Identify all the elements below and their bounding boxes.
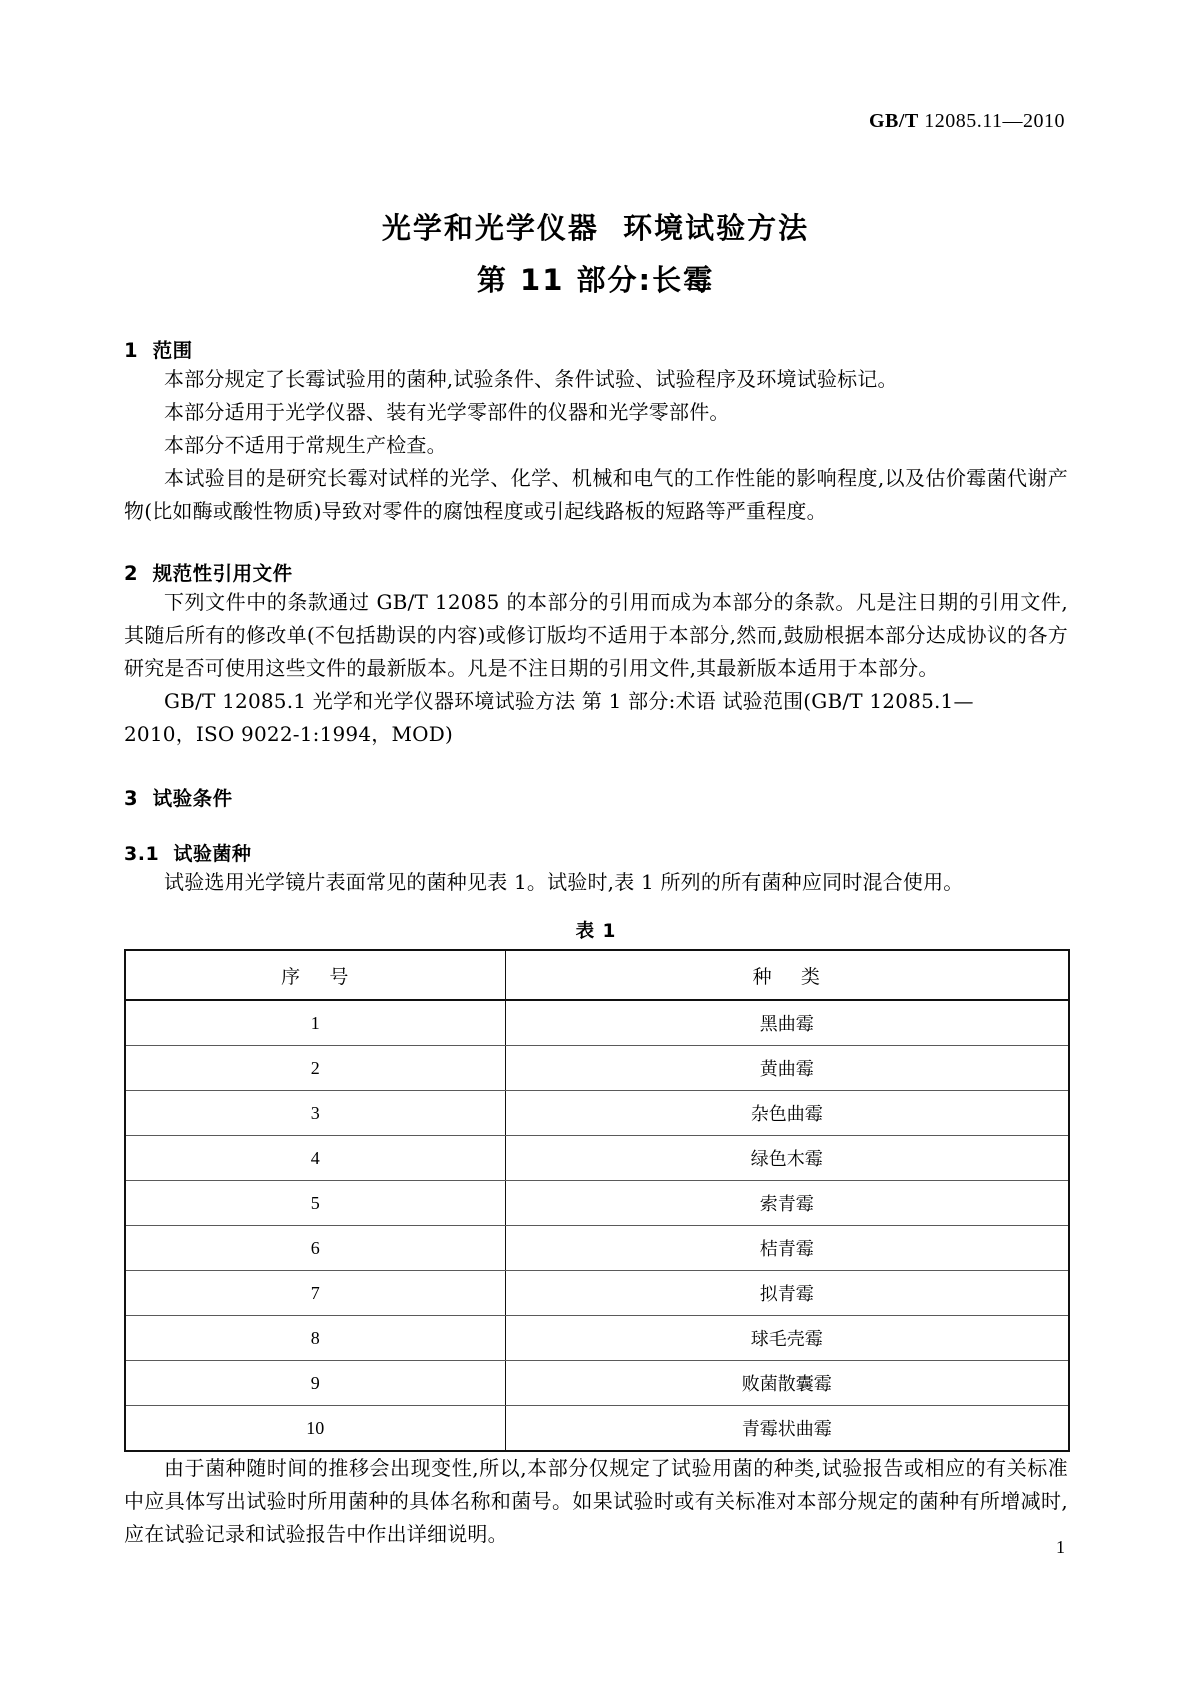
- section-1-paragraph-4: 本试验目的是研究长霉对试样的光学、化学、机械和电气的工作性能的影响程度,以及估价霉菌代谢产物(比如酶或酸性物质)导致对零件的腐蚀程度或引起线路板的短路等严重程度。: [124, 466, 1068, 523]
- section-3-1-paragraph-1: 试验选用光学镜片表面常见的菌种见表 1。试验时,表 1 所列的所有菌种应同时混合使用。: [164, 870, 964, 894]
- document-header: [869, 110, 1065, 133]
- table-row: [125, 1181, 1069, 1226]
- cell-kind: 球毛壳霉: [505, 1316, 1069, 1361]
- cell-kind: 黑曲霉: [505, 1000, 1069, 1046]
- title-line-secondary: 第 11 部分:长霉: [476, 263, 715, 297]
- standard-number: 12085.11—2010: [924, 110, 1065, 132]
- section-heading-2: 2 规范性引用文件: [124, 562, 293, 585]
- section-heading-1: 1 范围: [124, 339, 193, 362]
- normative-reference-line-2: 2010，ISO 9022-1:1994，MOD): [124, 722, 453, 746]
- table-body: [125, 1000, 1069, 1451]
- standard-prefix: GB/T: [868, 110, 919, 132]
- cell-kind: 桔青霉: [505, 1226, 1069, 1271]
- cell-kind: 拟青霉: [505, 1271, 1069, 1316]
- section-1-paragraph-3: 本部分不适用于常规生产检查。: [164, 433, 447, 457]
- section-heading-3-1: 3.1 试验菌种: [124, 843, 252, 865]
- table-row: [125, 1271, 1069, 1316]
- cell-number: 2: [125, 1046, 505, 1091]
- document-body: [124, 335, 1068, 1551]
- title-line-primary: 光学和光学仪器 环境试验方法: [381, 211, 810, 245]
- table-row: [125, 1361, 1069, 1406]
- cell-kind: 索青霉: [505, 1181, 1069, 1226]
- closing-paragraph: 由于菌种随时间的推移会出现变性,所以,本部分仅规定了试验用菌的种类,试验报告或相应的有关标准中应具体写出试验时所用菌种的具体名称和菌号。如果试验时或有关标准对本部分规定的菌种有所增减时,应在试验记录和试验报告中作出详细说明。: [124, 1456, 1068, 1546]
- cell-number: 1: [125, 1000, 505, 1046]
- cell-kind: 黄曲霉: [505, 1046, 1069, 1091]
- document-title: [0, 205, 1191, 303]
- cell-kind: 青霉状曲霉: [505, 1406, 1069, 1452]
- section-1-paragraph-2: 本部分适用于光学仪器、装有光学零部件的仪器和光学零部件。: [164, 400, 730, 424]
- table-row: [125, 1226, 1069, 1271]
- cell-number: 4: [125, 1136, 505, 1181]
- table-row: [125, 1091, 1069, 1136]
- cell-number: 6: [125, 1226, 505, 1271]
- table-row: [125, 1316, 1069, 1361]
- cell-kind: 杂色曲霉: [505, 1091, 1069, 1136]
- table-row: [125, 1136, 1069, 1181]
- normative-reference-line-1: GB/T 12085.1 光学和光学仪器环境试验方法 第 1 部分:术语 试验范围(GB/T 12085.1—: [164, 689, 974, 713]
- cell-number: 3: [125, 1091, 505, 1136]
- table-1-caption: 表 1: [575, 921, 617, 942]
- column-header-number: 序 号: [125, 950, 505, 1000]
- section-2-paragraph-1: 下列文件中的条款通过 GB/T 12085 的本部分的引用而成为本部分的条款。凡是注日期的引用文件,其随后所有的修改单(不包括勘误的内容)或修订版均不适用于本部分,然而,鼓励根据本部分达成协议的各方研究是否可使用这些文件的最新版本。凡是不注日期的引用文件,其最新版本适用于本部分。: [124, 590, 1068, 680]
- cell-number: 7: [125, 1271, 505, 1316]
- cell-number: 10: [125, 1406, 505, 1452]
- cell-kind: 败菌散囊霉: [505, 1361, 1069, 1406]
- page-number: 1: [1056, 1537, 1065, 1557]
- cell-kind: 绿色木霉: [505, 1136, 1069, 1181]
- table-row: [125, 1406, 1069, 1452]
- table-1: [124, 949, 1070, 1452]
- cell-number: 9: [125, 1361, 505, 1406]
- section-heading-3: 3 试验条件: [124, 787, 233, 810]
- table-header-row: [125, 950, 1069, 1000]
- cell-number: 5: [125, 1181, 505, 1226]
- column-header-kind: 种 类: [505, 950, 1069, 1000]
- table-row: [125, 1000, 1069, 1046]
- table-row: [125, 1046, 1069, 1091]
- cell-number: 8: [125, 1316, 505, 1361]
- section-1-paragraph-1: 本部分规定了长霉试验用的菌种,试验条件、条件试验、试验程序及环境试验标记。: [164, 367, 898, 391]
